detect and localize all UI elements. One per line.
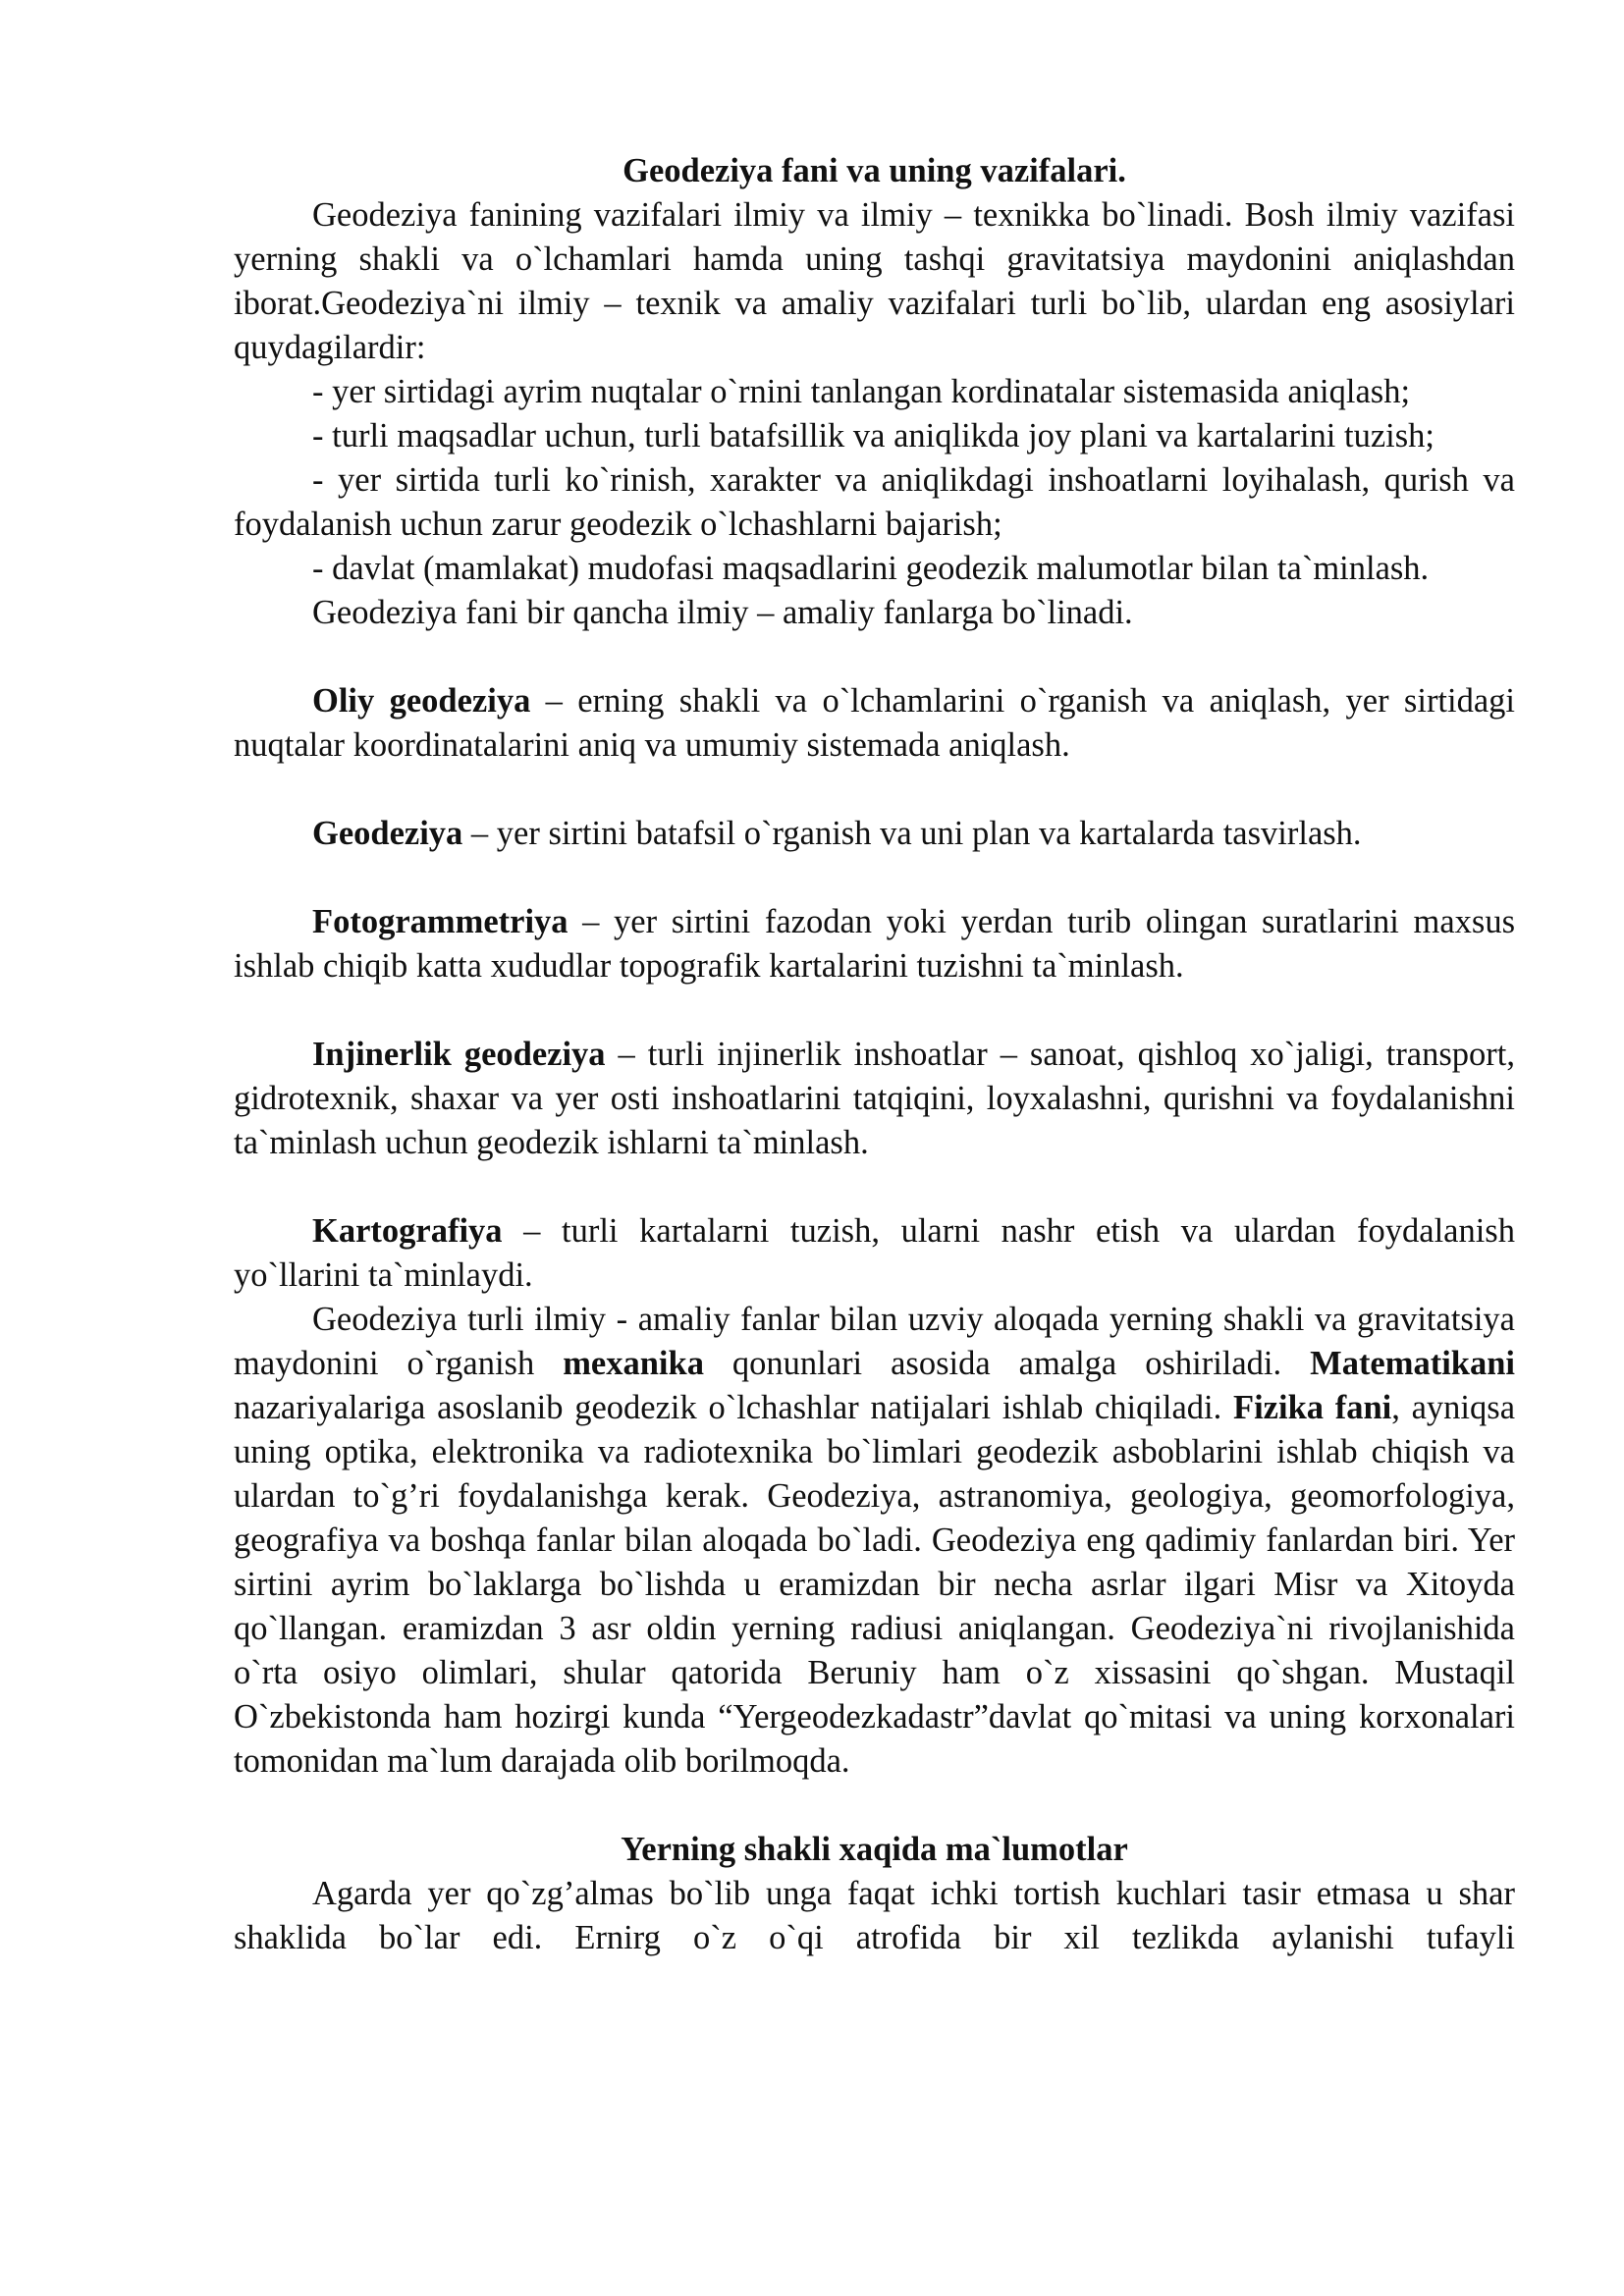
branch-definition <box>234 812 1515 856</box>
branch-text: – erning shakli va o`lchamlarini o`rganish va aniqlash, yer sirtidagi nuqtalar koordinatalarini aniq va umumiy sistemada aniqlash. <box>234 682 1515 764</box>
document-page <box>234 149 1515 1960</box>
branch-text: – yer sirtini fazodan yoki yerdan turib olingan suratlarini maxsus ishlab chiqib katta xududlar topografik kartalarini tuzishni ta`minlash. <box>234 903 1515 985</box>
task-item: - yer sirtida turli ko`rinish, xarakter va aniqlikdagi inshoatlarni loyihalash, qurish va foydalanish uchun zarur geodezik o`lchashlarni bajarish; <box>234 461 1515 543</box>
branch-text: – turli injinerlik inshoatlar – sanoat, qishloq xo`jaligi, transport, gidrotexnik, shaxar va yer osti inshoatlarini tatqiqini, loyxalashni, qurishni va foydalanishni ta`minlash uchun geodezik ishlarni ta`minlash. <box>234 1036 1515 1161</box>
relations-text: , ayniqsa uning optika, elektronika va radiotexnika bo`limlari geodezik asboblarini ishlab chiqish va ulardan to`g’ri foydalanishga kerak. Geodeziya, astranomiya, geologiya, geomorfologiya, geografiya va boshqa fanlar bilan aloqada bo`ladi. Geodeziya eng qadimiy fanlardan biri. Yer sirtini ayrim bo`laklarga bo`lishda u eramizdan bir necha asrlar ilgari Misr va Xitoyda qo`llangan. eramizdan 3 asr oldin yerning radiusi aniqlangan. Geodeziya`ni rivojlanishida o`rta osiyo olimlari, shular qatorida Beruniy ham o`z xissasini qo`shgan. Mustaqil O`zbekistonda ham hozirgi kunda “Yergeodezkadastr”davlat qo`mitasi va uning korxonalari tomonidan ma`lum darajada olib borilmoqda. <box>234 1389 1516 1780</box>
branches-intro: Geodeziya fani bir qancha ilmiy – amaliy fanlarga bo`linadi. <box>312 594 1133 631</box>
highlight-fizika: Fizika fani <box>1233 1389 1392 1426</box>
earth-shape-paragraph: Agarda yer qo`zg’almas bo`lib unga faqat ichki tortish kuchlari tasir etmasa u shar shaklida bo`lar edi. Ernirg o`z o`qi atrofida bir xil tezlikda aylanishi tufayli <box>234 1875 1515 1956</box>
branch-term: Kartografiya <box>312 1212 503 1250</box>
relations-paragraph <box>234 1298 1515 1784</box>
task-item: - davlat (mamlakat) mudofasi maqsadlarini geodezik malumotlar bilan ta`minlash. <box>312 550 1430 587</box>
relations-text: qonunlari asosida amalga oshiriladi. <box>703 1345 1311 1382</box>
section-title: Geodeziya fani va uning vazifalari. <box>623 152 1126 189</box>
highlight-matematika: Matematikani <box>1310 1345 1516 1382</box>
branch-definition <box>234 1209 1515 1298</box>
section-title: Yerning shakli xaqida ma`lumotlar <box>621 1831 1128 1868</box>
branch-text: – turli kartalarni tuzish, ularni nashr etish va ulardan foydalanish yo`llarini ta`minlaydi. <box>234 1212 1515 1294</box>
branch-definition <box>234 900 1515 988</box>
branch-definition <box>234 1033 1515 1165</box>
highlight-mexanika: mexanika <box>563 1345 704 1382</box>
task-item: - yer sirtidagi ayrim nuqtalar o`rnini tanlangan kordinatalar sistemasida aniqlash; <box>312 373 1411 410</box>
branch-term: Injinerlik geodeziya <box>312 1036 606 1073</box>
relations-text: nazariyalariga asoslanib geodezik o`lchashlar natijalari ishlab chiqiladi. <box>234 1389 1234 1426</box>
branch-text: – yer sirtini batafsil o`rganish va uni plan va kartalarda tasvirlash. <box>462 815 1362 852</box>
intro-paragraph: Geodeziya fanining vazifalari ilmiy va ilmiy – texnikka bo`linadi. Bosh ilmiy vazifasi yerning shakli va o`lchamlari hamda uning tashqi gravitatsiya maydonini aniqlashdan iborat.Geodeziya`ni ilmiy – texnik va amaliy vazifalari turli bo`lib, ulardan eng asosiylari quydagilardir: <box>234 196 1515 366</box>
branch-definition <box>234 679 1515 768</box>
task-item: - turli maqsadlar uchun, turli batafsillik va aniqlikda joy plani va kartalarini tuzish; <box>312 417 1435 454</box>
branch-term: Fotogrammetriya <box>312 903 568 940</box>
relations-text: Geodeziya turli ilmiy - amaliy fanlar bilan uzviy aloqada yerning shakli va gravitatsiya maydonini o`rganish <box>234 1301 1515 1382</box>
branch-term: Geodeziya <box>312 815 463 852</box>
branch-term: Oliy geodeziya <box>312 682 531 720</box>
